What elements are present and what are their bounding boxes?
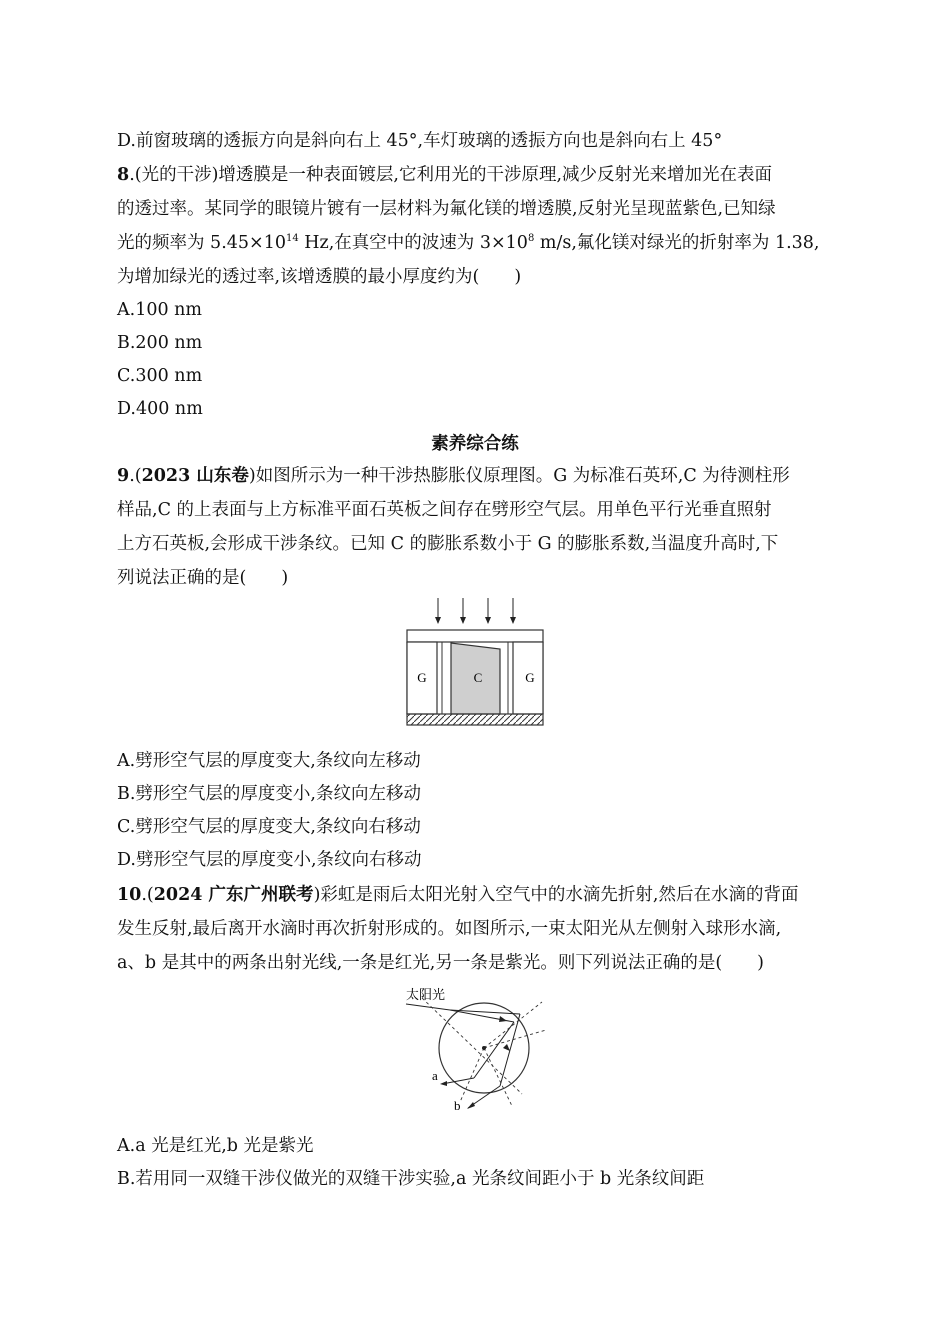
- q8-exponent-8: 8: [527, 233, 535, 244]
- q9-option-c: C.劈形空气层的厚度变大,条纹向右移动: [117, 817, 421, 837]
- ray-arrow-4-icon: [510, 617, 516, 624]
- q8-stem-line-3: [117, 231, 820, 255]
- label-a: a: [432, 1068, 438, 1083]
- dilatometer-diagram: [402, 596, 548, 728]
- q9-source: 2023 山东卷: [141, 466, 249, 486]
- ray-arrow-a-icon: [440, 1081, 447, 1086]
- q8-stem-line-1: [117, 163, 772, 187]
- q9-line-4: 列说法正确的是( ): [117, 568, 289, 588]
- incident-ray: [406, 1004, 450, 1010]
- ray-arrow-inner-icon: [503, 1044, 510, 1051]
- q8-option-c: C.300 nm: [117, 366, 203, 386]
- q8-line-3b: Hz,在真空中的波速为 3×10: [298, 233, 528, 253]
- q8-line-4: 为增加绿光的透过率,该增透膜的最小厚度约为( ): [117, 267, 522, 287]
- section-title: 素养综合练: [431, 434, 519, 454]
- label-b: b: [454, 1098, 461, 1113]
- base-plate: [407, 714, 543, 725]
- q8-line-3c: m/s,氟化镁对绿光的折射率为 1.38,: [534, 233, 820, 253]
- q10-line-2: 发生反射,最后离开水滴时再次折射形成的。如图所示,一束太阳光从左侧射入球形水滴,: [117, 919, 782, 939]
- q10-number: 10: [117, 885, 142, 905]
- incident-light-arrows: [435, 598, 516, 624]
- q10-prefix: .(: [141, 885, 154, 905]
- droplet-center: [482, 1046, 486, 1050]
- q9-option-b: B.劈形空气层的厚度变小,条纹向左移动: [117, 784, 421, 804]
- q8-option-a: A.100 nm: [117, 300, 203, 320]
- label-c: C: [473, 670, 483, 685]
- reflected-ray-b: [500, 1014, 520, 1086]
- q8-option-b: B.200 nm: [117, 333, 203, 353]
- ray-arrow-2-icon: [460, 617, 466, 624]
- water-droplet-diagram: [402, 984, 552, 1114]
- label-g-right: G: [525, 670, 535, 685]
- q9-line-3: 上方石英板,会形成干涉条纹。已知 C 的膨胀系数小于 G 的膨胀系数,当温度升高时,下: [117, 534, 779, 554]
- q9-option-d: D.劈形空气层的厚度变小,条纹向右移动: [117, 850, 422, 870]
- q9-stem-line-1: [117, 464, 790, 488]
- q8-line-1: 增透膜是一种表面镀层,它利用光的干涉原理,减少反射光来增加光在表面: [218, 165, 773, 185]
- normal-line-4: [460, 1048, 484, 1102]
- q8-number: 8: [117, 165, 130, 185]
- q7-option-d: D.前窗玻璃的透振方向是斜向右上 45°,车灯玻璃的透振方向也是斜向右上 45°: [117, 131, 723, 151]
- q10-line-1: )彩虹是雨后太阳光射入空气中的水滴先折射,然后在水滴的背面: [313, 885, 799, 905]
- q10-option-a: A.a 光是红光,b 光是紫光: [117, 1136, 314, 1156]
- quartz-plate: [407, 630, 543, 642]
- q10-source: 2024 广东广州联考: [153, 885, 314, 905]
- q10-option-b: B.若用同一双缝干涉仪做光的双缝干涉实验,a 光条纹间距小于 b 光条纹间距: [117, 1169, 705, 1189]
- ray-arrow-3-icon: [485, 617, 491, 624]
- ray-arrow-upper-icon: [499, 1016, 507, 1022]
- q8-option-d: D.400 nm: [117, 399, 203, 419]
- q8-tag: .(光的干涉): [129, 165, 219, 185]
- q9-number: 9: [117, 466, 130, 486]
- q8-exponent-14: 14: [285, 233, 299, 244]
- q10-line-3: a、b 是其中的两条出射光线,一条是红光,另一条是紫光。则下列说法正确的是( ): [117, 953, 764, 973]
- normal-line-2: [484, 1002, 542, 1048]
- ray-arrow-b-icon: [467, 1102, 475, 1109]
- q10-stem-line-1: [117, 883, 798, 907]
- q9-option-a: A.劈形空气层的厚度变大,条纹向左移动: [117, 751, 421, 771]
- ray-arrow-1-icon: [435, 617, 441, 624]
- q8-line-3a: 光的频率为 5.45×10: [117, 233, 286, 253]
- q9-line-2: 样品,C 的上表面与上方标准平面石英板之间存在劈形空气层。用单色平行光垂直照射: [117, 500, 772, 520]
- q9-line-1: )如图所示为一种干涉热膨胀仪原理图。G 为标准石英环,C 为待测柱形: [248, 466, 790, 486]
- q8-line-2: 的透过率。某同学的眼镜片镀有一层材料为氟化镁的增透膜,反射光呈现蓝紫色,已知绿: [117, 199, 776, 219]
- label-g-left: G: [417, 670, 427, 685]
- label-sunlight: 太阳光: [406, 987, 446, 1002]
- q9-prefix: .(: [129, 466, 142, 486]
